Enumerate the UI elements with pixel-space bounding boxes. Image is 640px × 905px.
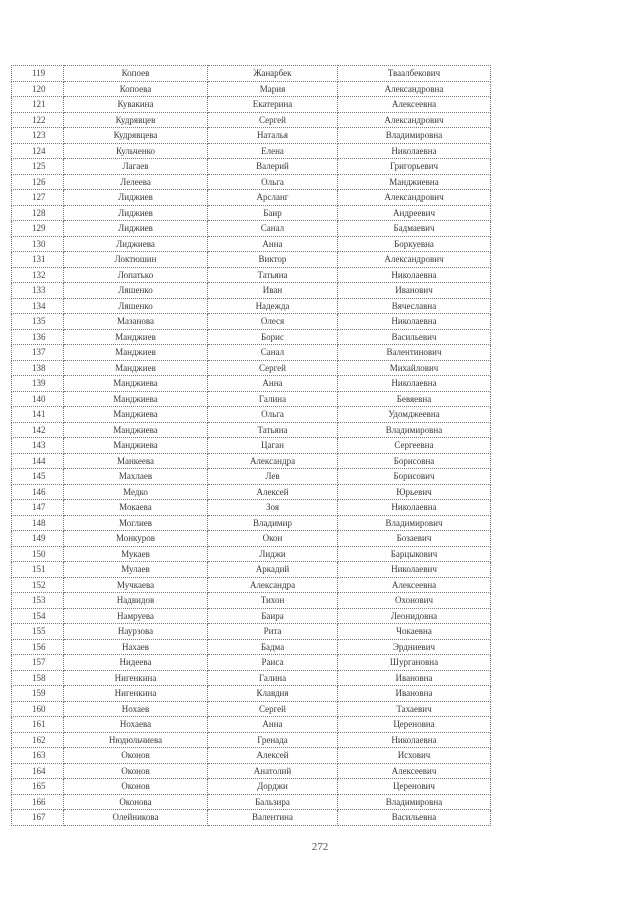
first-name-cell: Борис (208, 329, 338, 345)
patronymic-cell: Ивановна (338, 686, 491, 702)
row-number-cell: 138 (12, 360, 64, 376)
patronymic-cell: Николаевна (338, 500, 491, 516)
row-number-cell: 148 (12, 515, 64, 531)
row-number-cell: 160 (12, 701, 64, 717)
table-row (12, 670, 491, 686)
last-name-cell: Нигенкина (64, 670, 208, 686)
table-row (12, 360, 491, 376)
row-number-cell: 158 (12, 670, 64, 686)
row-number-cell: 142 (12, 422, 64, 438)
patronymic-cell: Манджиевна (338, 174, 491, 190)
row-number-cell: 165 (12, 779, 64, 795)
first-name-cell: Иван (208, 283, 338, 299)
table-row (12, 562, 491, 578)
last-name-cell: Лиджиев (64, 205, 208, 221)
first-name-cell: Сергей (208, 360, 338, 376)
row-number-cell: 151 (12, 562, 64, 578)
last-name-cell: Локтюшин (64, 252, 208, 268)
table-row (12, 97, 491, 113)
table-row (12, 221, 491, 237)
last-name-cell: Лагаев (64, 159, 208, 175)
table-row (12, 159, 491, 175)
table-row (12, 376, 491, 392)
patronymic-cell: Владимирович (338, 515, 491, 531)
row-number-cell: 141 (12, 407, 64, 423)
row-number-cell: 154 (12, 608, 64, 624)
patronymic-cell: Николаевна (338, 732, 491, 748)
row-number-cell: 119 (12, 66, 64, 82)
table-row (12, 593, 491, 609)
last-name-cell: Намруева (64, 608, 208, 624)
patronymic-cell: Эрдниевич (338, 639, 491, 655)
row-number-cell: 152 (12, 577, 64, 593)
row-number-cell: 149 (12, 531, 64, 547)
table-row (12, 624, 491, 640)
last-name-cell: Оконов (64, 779, 208, 795)
last-name-cell: Монкуров (64, 531, 208, 547)
last-name-cell: Манджиева (64, 391, 208, 407)
patronymic-cell: Михайлович (338, 360, 491, 376)
patronymic-cell: Николаевна (338, 376, 491, 392)
last-name-cell: Манджиева (64, 376, 208, 392)
row-number-cell: 144 (12, 453, 64, 469)
row-number-cell: 124 (12, 143, 64, 159)
first-name-cell: Баир (208, 205, 338, 221)
row-number-cell: 139 (12, 376, 64, 392)
table-row (12, 407, 491, 423)
row-number-cell: 155 (12, 624, 64, 640)
first-name-cell: Санал (208, 221, 338, 237)
patronymic-cell: Шургановна (338, 655, 491, 671)
row-number-cell: 122 (12, 112, 64, 128)
last-name-cell: Лиджиев (64, 221, 208, 237)
patronymic-cell: Андреевич (338, 205, 491, 221)
last-name-cell: Нохаев (64, 701, 208, 717)
last-name-cell: Манджиев (64, 345, 208, 361)
patronymic-cell: Тваалбекович (338, 66, 491, 82)
first-name-cell: Ольга (208, 174, 338, 190)
patronymic-cell: Валентинович (338, 345, 491, 361)
row-number-cell: 153 (12, 593, 64, 609)
last-name-cell: Олейникова (64, 810, 208, 826)
table-row (12, 345, 491, 361)
first-name-cell: Клавдия (208, 686, 338, 702)
patronymic-cell: Николаевна (338, 143, 491, 159)
table-row (12, 81, 491, 97)
last-name-cell: Нахаев (64, 639, 208, 655)
row-number-cell: 159 (12, 686, 64, 702)
patronymic-cell: Владимировна (338, 422, 491, 438)
last-name-cell: Манкеева (64, 453, 208, 469)
patronymic-cell: Владимировна (338, 128, 491, 144)
row-number-cell: 164 (12, 763, 64, 779)
patronymic-cell: Вячеславна (338, 298, 491, 314)
last-name-cell: Медко (64, 484, 208, 500)
last-name-cell: Нигенкина (64, 686, 208, 702)
patronymic-cell: Николаевна (338, 267, 491, 283)
row-number-cell: 127 (12, 190, 64, 206)
first-name-cell: Валентина (208, 810, 338, 826)
table-row (12, 128, 491, 144)
first-name-cell: Бальзира (208, 794, 338, 810)
last-name-cell: Нидеева (64, 655, 208, 671)
table-row (12, 453, 491, 469)
table-row (12, 608, 491, 624)
table-row (12, 236, 491, 252)
row-number-cell: 150 (12, 546, 64, 562)
first-name-cell: Валерий (208, 159, 338, 175)
row-number-cell: 133 (12, 283, 64, 299)
first-name-cell: Олеся (208, 314, 338, 330)
row-number-cell: 143 (12, 438, 64, 454)
first-name-cell: Лиджи (208, 546, 338, 562)
row-number-cell: 126 (12, 174, 64, 190)
first-name-cell: Сергей (208, 112, 338, 128)
last-name-cell: Манджиева (64, 438, 208, 454)
table-row (12, 469, 491, 485)
first-name-cell: Виктор (208, 252, 338, 268)
last-name-cell: Лелеева (64, 174, 208, 190)
first-name-cell: Елена (208, 143, 338, 159)
row-number-cell: 129 (12, 221, 64, 237)
patronymic-cell: Чокаевна (338, 624, 491, 640)
patronymic-cell: Борисович (338, 469, 491, 485)
table-row (12, 484, 491, 500)
patronymic-cell: Васильевич (338, 329, 491, 345)
row-number-cell: 157 (12, 655, 64, 671)
first-name-cell: Александра (208, 577, 338, 593)
table-row (12, 314, 491, 330)
row-number-cell: 167 (12, 810, 64, 826)
row-number-cell: 136 (12, 329, 64, 345)
row-number-cell: 123 (12, 128, 64, 144)
patronymic-cell: Бозаевич (338, 531, 491, 547)
table-row (12, 66, 491, 82)
patronymic-cell: Боркуевна (338, 236, 491, 252)
last-name-cell: Кудрявцев (64, 112, 208, 128)
patronymic-cell: Охонович (338, 593, 491, 609)
table-row (12, 763, 491, 779)
first-name-cell: Аркадий (208, 562, 338, 578)
table-row (12, 732, 491, 748)
first-name-cell: Раиса (208, 655, 338, 671)
last-name-cell: Оконова (64, 794, 208, 810)
patronymic-cell: Ивановна (338, 670, 491, 686)
patronymic-cell: Леонидовна (338, 608, 491, 624)
first-name-cell: Баира (208, 608, 338, 624)
row-number-cell: 163 (12, 748, 64, 764)
first-name-cell: Анна (208, 376, 338, 392)
row-number-cell: 146 (12, 484, 64, 500)
last-name-cell: Ляшенко (64, 283, 208, 299)
patronymic-cell: Борисовна (338, 453, 491, 469)
first-name-cell: Татьяна (208, 422, 338, 438)
first-name-cell: Арсланг (208, 190, 338, 206)
row-number-cell: 145 (12, 469, 64, 485)
patronymic-cell: Иванович (338, 283, 491, 299)
first-name-cell: Анна (208, 717, 338, 733)
last-name-cell: Мазанова (64, 314, 208, 330)
first-name-cell: Цаган (208, 438, 338, 454)
last-name-cell: Надвидов (64, 593, 208, 609)
table-row (12, 190, 491, 206)
patronymic-cell: Александрович (338, 190, 491, 206)
last-name-cell: Манджиева (64, 422, 208, 438)
table-row (12, 298, 491, 314)
row-number-cell: 128 (12, 205, 64, 221)
row-number-cell: 121 (12, 97, 64, 113)
first-name-cell: Гренада (208, 732, 338, 748)
last-name-cell: Оконов (64, 763, 208, 779)
first-name-cell: Окон (208, 531, 338, 547)
patronymic-cell: Сергеевна (338, 438, 491, 454)
first-name-cell: Алексей (208, 484, 338, 500)
first-name-cell: Сергей (208, 701, 338, 717)
first-name-cell: Санал (208, 345, 338, 361)
table-row (12, 143, 491, 159)
table-row (12, 794, 491, 810)
first-name-cell: Бадма (208, 639, 338, 655)
patronymic-cell: Барцыкович (338, 546, 491, 562)
last-name-cell: Кувакина (64, 97, 208, 113)
table-row (12, 112, 491, 128)
patronymic-cell: Алексеевич (338, 763, 491, 779)
table-row (12, 205, 491, 221)
first-name-cell: Рита (208, 624, 338, 640)
row-number-cell: 147 (12, 500, 64, 516)
row-number-cell: 125 (12, 159, 64, 175)
table-row (12, 283, 491, 299)
row-number-cell: 137 (12, 345, 64, 361)
patronymic-cell: Бевяевна (338, 391, 491, 407)
patronymic-cell: Николаевна (338, 314, 491, 330)
first-name-cell: Татьяна (208, 267, 338, 283)
first-name-cell: Анна (208, 236, 338, 252)
patronymic-cell: Александрович (338, 252, 491, 268)
patronymic-cell: Васильевна (338, 810, 491, 826)
table-row (12, 639, 491, 655)
patronymic-cell: Тахаевич (338, 701, 491, 717)
row-number-cell: 156 (12, 639, 64, 655)
patronymic-cell: Юрьевич (338, 484, 491, 500)
patronymic-cell: Григорьевич (338, 159, 491, 175)
table-row (12, 686, 491, 702)
patronymic-cell: Александровна (338, 81, 491, 97)
table-row (12, 515, 491, 531)
last-name-cell: Лиджиев (64, 190, 208, 206)
first-name-cell: Тихон (208, 593, 338, 609)
patronymic-cell: Владимировна (338, 794, 491, 810)
table-row (12, 438, 491, 454)
table-row (12, 577, 491, 593)
table-row (12, 701, 491, 717)
first-name-cell: Анатолий (208, 763, 338, 779)
table-row (12, 810, 491, 826)
first-name-cell: Владимир (208, 515, 338, 531)
last-name-cell: Нюдюльчиева (64, 732, 208, 748)
last-name-cell: Ляшенко (64, 298, 208, 314)
patronymic-cell: Алексеевна (338, 97, 491, 113)
table-row (12, 748, 491, 764)
row-number-cell: 120 (12, 81, 64, 97)
first-name-cell: Галина (208, 670, 338, 686)
row-number-cell: 166 (12, 794, 64, 810)
last-name-cell: Кульченко (64, 143, 208, 159)
last-name-cell: Лиджиева (64, 236, 208, 252)
table-row (12, 655, 491, 671)
row-number-cell: 161 (12, 717, 64, 733)
row-number-cell: 162 (12, 732, 64, 748)
last-name-cell: Наурзова (64, 624, 208, 640)
page-number: 272 (311, 841, 329, 853)
table-row (12, 252, 491, 268)
name-table (11, 65, 491, 826)
last-name-cell: Мокаева (64, 500, 208, 516)
row-number-cell: 135 (12, 314, 64, 330)
row-number-cell: 134 (12, 298, 64, 314)
row-number-cell: 130 (12, 236, 64, 252)
first-name-cell: Екатерина (208, 97, 338, 113)
last-name-cell: Мукаев (64, 546, 208, 562)
last-name-cell: Манджиев (64, 329, 208, 345)
last-name-cell: Мучкаева (64, 577, 208, 593)
patronymic-cell: Александрович (338, 112, 491, 128)
first-name-cell: Галина (208, 391, 338, 407)
first-name-cell: Мария (208, 81, 338, 97)
last-name-cell: Лопатько (64, 267, 208, 283)
last-name-cell: Манджиева (64, 407, 208, 423)
patronymic-cell: Цереновна (338, 717, 491, 733)
table-row (12, 717, 491, 733)
table-row (12, 422, 491, 438)
first-name-cell: Надежда (208, 298, 338, 314)
row-number-cell: 140 (12, 391, 64, 407)
patronymic-cell: Николаевич (338, 562, 491, 578)
patronymic-cell: Церенович (338, 779, 491, 795)
first-name-cell: Наталья (208, 128, 338, 144)
row-number-cell: 132 (12, 267, 64, 283)
first-name-cell: Дорджи (208, 779, 338, 795)
last-name-cell: Махлаев (64, 469, 208, 485)
first-name-cell: Алексей (208, 748, 338, 764)
last-name-cell: Нохаева (64, 717, 208, 733)
table-row (12, 391, 491, 407)
first-name-cell: Зоя (208, 500, 338, 516)
table-row (12, 500, 491, 516)
patronymic-cell: Исхович (338, 748, 491, 764)
last-name-cell: Копоева (64, 81, 208, 97)
table-row (12, 546, 491, 562)
first-name-cell: Лев (208, 469, 338, 485)
last-name-cell: Копоев (64, 66, 208, 82)
table-row (12, 531, 491, 547)
first-name-cell: Жанарбек (208, 66, 338, 82)
last-name-cell: Мулаев (64, 562, 208, 578)
last-name-cell: Моглиев (64, 515, 208, 531)
patronymic-cell: Алексеевна (338, 577, 491, 593)
table-row (12, 779, 491, 795)
first-name-cell: Ольга (208, 407, 338, 423)
table-row (12, 174, 491, 190)
first-name-cell: Александра (208, 453, 338, 469)
last-name-cell: Манджиев (64, 360, 208, 376)
patronymic-cell: Бадмаевич (338, 221, 491, 237)
table-row (12, 329, 491, 345)
table-row (12, 267, 491, 283)
last-name-cell: Оконов (64, 748, 208, 764)
name-table-body (12, 66, 491, 826)
row-number-cell: 131 (12, 252, 64, 268)
patronymic-cell: Удомджеевна (338, 407, 491, 423)
last-name-cell: Кудрявцева (64, 128, 208, 144)
